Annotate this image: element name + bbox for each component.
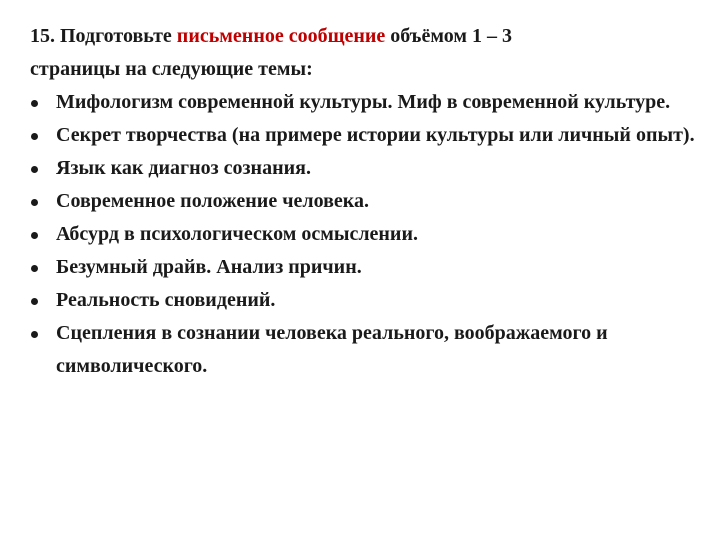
topic-text: Язык как диагноз сознания. — [56, 157, 311, 179]
assignment-volume: объёмом 1 – 3 — [390, 25, 512, 47]
bullet-icon — [31, 133, 38, 140]
topic-item — [30, 251, 700, 284]
bullet-icon — [31, 100, 38, 107]
topic-text: Современное положение человека. — [56, 190, 369, 212]
topic-text: Реальность сновидений. — [56, 289, 276, 311]
topic-text: Секрет творчества (на примере истории культуры или личный опыт). — [56, 124, 695, 146]
topic-item — [30, 317, 700, 383]
topic-item — [30, 185, 700, 218]
bullet-icon — [31, 232, 38, 239]
assignment-number: 15. — [30, 25, 55, 47]
topic-text: Сцепления в сознании человека реального, воображаемого и символического. — [56, 322, 608, 377]
topic-item — [30, 284, 700, 317]
bullet-icon — [31, 331, 38, 338]
bullet-icon — [31, 265, 38, 272]
topic-text: Мифологизм современной культуры. Миф в современной культуре. — [56, 91, 671, 113]
topic-item — [30, 119, 700, 152]
assignment-heading — [30, 20, 700, 53]
topic-item — [30, 86, 700, 119]
bullet-icon — [31, 298, 38, 305]
bullet-icon — [31, 166, 38, 173]
assignment-highlight: письменное сообщение — [176, 25, 386, 47]
assignment-subheading: страницы на следующие темы: — [30, 58, 313, 80]
bullet-icon — [31, 199, 38, 206]
topic-text: Абсурд в психологическом осмыслении. — [56, 223, 418, 245]
assignment-intro: Подготовьте — [60, 25, 172, 47]
topic-text: Безумный драйв. Анализ причин. — [56, 256, 362, 278]
topic-list — [30, 86, 700, 383]
topic-item — [30, 218, 700, 251]
topic-item — [30, 152, 700, 185]
assignment-slide — [30, 20, 700, 383]
